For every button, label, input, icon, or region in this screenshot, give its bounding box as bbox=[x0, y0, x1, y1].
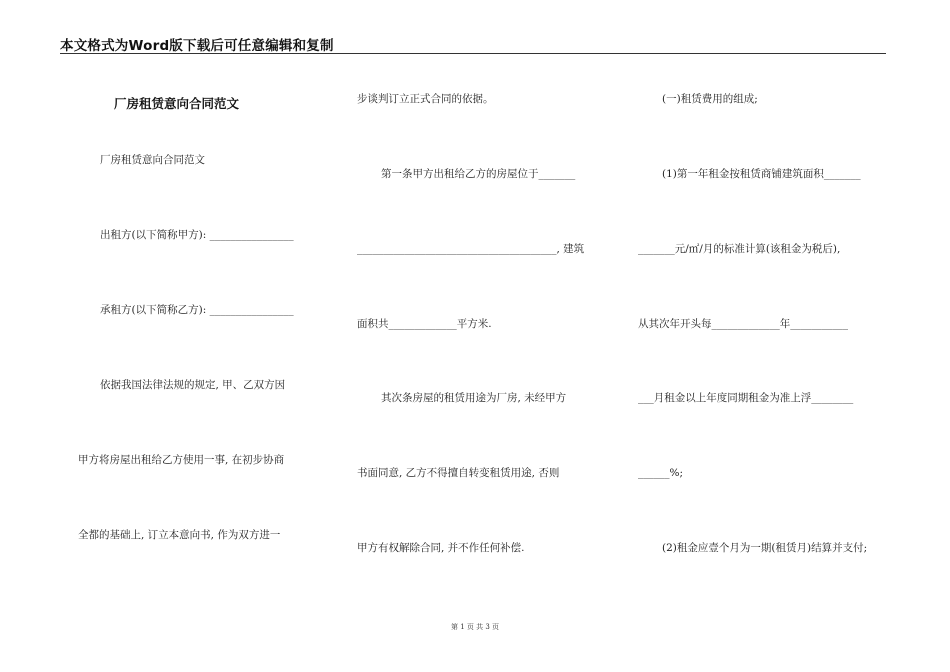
col2-line-5: 其次条房屋的租赁用途为厂房, 未经甲方 bbox=[381, 392, 567, 404]
col1-line-2: 出租方(以下简称甲方): ________________ bbox=[100, 229, 294, 241]
col1-line-4: 依据我国法律法规的规定, 甲、乙双方因 bbox=[100, 379, 286, 391]
col3-line-7: (2)租金应壹个月为一期(租赁月)结算并支付; bbox=[662, 542, 868, 554]
col1-line-1: 厂房租赁意向合同范文 bbox=[100, 154, 205, 166]
header-banner: 本文格式为Word版下载后可任意编辑和复制 bbox=[60, 38, 334, 54]
col2-line-6: 书面同意, 乙方不得擅自转变租赁用途, 否则 bbox=[357, 467, 560, 479]
col2-line-1: 步谈判订立正式合同的依据。 bbox=[357, 93, 494, 105]
header-divider bbox=[60, 53, 886, 54]
col3-line-1: (一)租赁费用的组成; bbox=[662, 93, 758, 105]
col3-line-2: (1)第一年租金按租赁商铺建筑面积_______ bbox=[662, 168, 861, 180]
col1-line-5: 甲方将房屋出租给乙方使用一事, 在初步协商 bbox=[78, 454, 285, 466]
col3-line-4: 从其次年开头每_____________年___________ bbox=[638, 318, 848, 330]
col3-line-5: ___月租金以上年度同期租金为准上浮________ bbox=[638, 392, 854, 404]
col3-line-6: ______%; bbox=[638, 467, 684, 479]
document-title: 厂房租赁意向合同范文 bbox=[114, 96, 240, 111]
col2-line-2: 第一条甲方出租给乙方的房屋位于_______ bbox=[381, 168, 576, 180]
col3-line-3: _______元/㎡/月的标准计算(该租金为税后), bbox=[638, 243, 841, 255]
col2-line-3: ______________________________________, 建筑 bbox=[357, 243, 585, 255]
col1-line-6: 全都的基础上, 订立本意向书, 作为双方进一 bbox=[78, 529, 281, 541]
col2-line-4: 面积共_____________平方米. bbox=[357, 318, 492, 330]
page-footer: 第 1 页 共 3 页 bbox=[450, 623, 500, 631]
col2-line-7: 甲方有权解除合同, 并不作任何补偿. bbox=[357, 542, 525, 554]
col1-line-3: 承租方(以下简称乙方): ________________ bbox=[100, 304, 294, 316]
